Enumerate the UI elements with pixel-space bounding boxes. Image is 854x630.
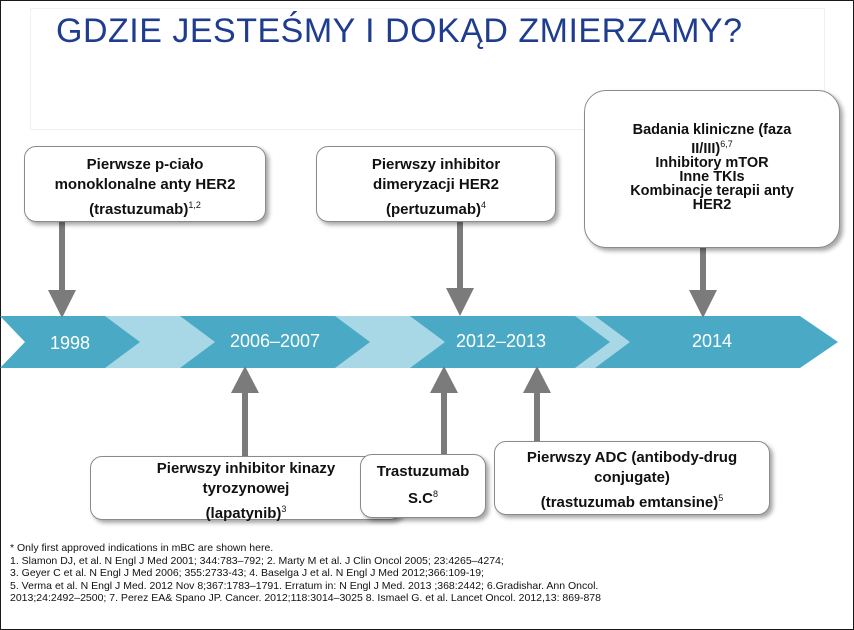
event-line: II/III) (691, 140, 721, 157)
event-line: Pierwszy ADC (antibody-drug (526, 449, 738, 466)
footnote-line: 1. Slamon DJ, et al. N Engl J Med 2001; 344:783–792; 2. Marty M et al. J Clin Oncol 2005; 23:4265–4274; (10, 554, 504, 567)
event-line: conjugate) (594, 469, 670, 486)
arrow-up-2013-adc (523, 366, 551, 444)
footnote-line: * Only first approved indications in mBC are shown here. (10, 542, 274, 554)
event-ref: 3 (281, 504, 287, 514)
event-line: Pierwsze p-ciało (86, 156, 204, 173)
event-ref: 6,7 (720, 139, 733, 149)
event-box-clinical-trials (584, 90, 840, 248)
event-line: Badania kliniczne (faza (632, 122, 792, 138)
year-label-2006-2007: 2006–2007 (229, 331, 321, 351)
event-line: Trastuzumab (376, 463, 470, 480)
year-label-1998: 1998 (49, 333, 91, 353)
arrow-down-2014 (689, 248, 717, 318)
event-line: tyrozynowej (202, 480, 290, 497)
event-line: monoklonalne anty HER2 (54, 176, 236, 193)
event-line: S.C (407, 490, 433, 507)
event-line: (trastuzumab) (89, 201, 189, 218)
event-ref: 4 (480, 200, 486, 210)
event-ref: 1,2 (188, 200, 201, 210)
arrow-up-2012-sc (430, 366, 458, 454)
event-box-pertuzumab (316, 146, 556, 222)
footnote-line: 2013;24:2492–2500; 7. Perez EA& Spano JP. Cancer. 2012;118:3014–3025 8. Ismael G. et al. Lancet Oncol. 2012,13: 869-878 (10, 592, 601, 604)
event-ref: 5 (718, 493, 724, 503)
event-box-adc (494, 441, 770, 515)
event-line: HER2 (692, 196, 732, 213)
footnote-line: 3. Geyer C et al. N Engl J Med 2006; 355:2733-43; 4. Baselga J et al. N Engl J Med 2012;366:109-19; (10, 567, 484, 579)
event-ref: 8 (433, 489, 439, 499)
event-line: Kombinacje terapii anty (630, 182, 794, 199)
arrow-down-1998 (48, 222, 76, 318)
event-line: (lapatynib) (205, 505, 282, 522)
event-line: dimeryzacji HER2 (373, 176, 499, 193)
arrow-down-2012 (446, 222, 474, 316)
footnote-line: 5. Verma et al. N Engl J Med. 2012 Nov 8;367:1783–1791. Erratum in: N Engl J Med. 2013 ;368:2442; 6.Gradishar. Ann Oncol. (10, 579, 599, 592)
event-line: Pierwszy inhibitor (371, 156, 501, 173)
arrow-up-2006 (231, 366, 259, 456)
event-line: Pierwszy inhibitor kinazy (156, 460, 336, 477)
year-label-2014: 2014 (691, 331, 733, 351)
event-line: Inne TKIs (679, 168, 745, 185)
event-box-trastuzumab (24, 146, 266, 222)
event-line: (pertuzumab) (385, 201, 481, 218)
event-box-trastuzumab-sc (360, 454, 486, 518)
year-label-2012-2013: 2012–2013 (455, 331, 547, 351)
event-line: Inhibitory mTOR (655, 154, 769, 171)
references-footnotes (10, 542, 840, 605)
event-box-lapatynib (90, 456, 402, 520)
slide-title: GDZIE JESTEŚMY I DOKĄD ZMIERZAMY? (56, 12, 743, 50)
event-line: (trastuzumab emtansine) (540, 494, 719, 511)
